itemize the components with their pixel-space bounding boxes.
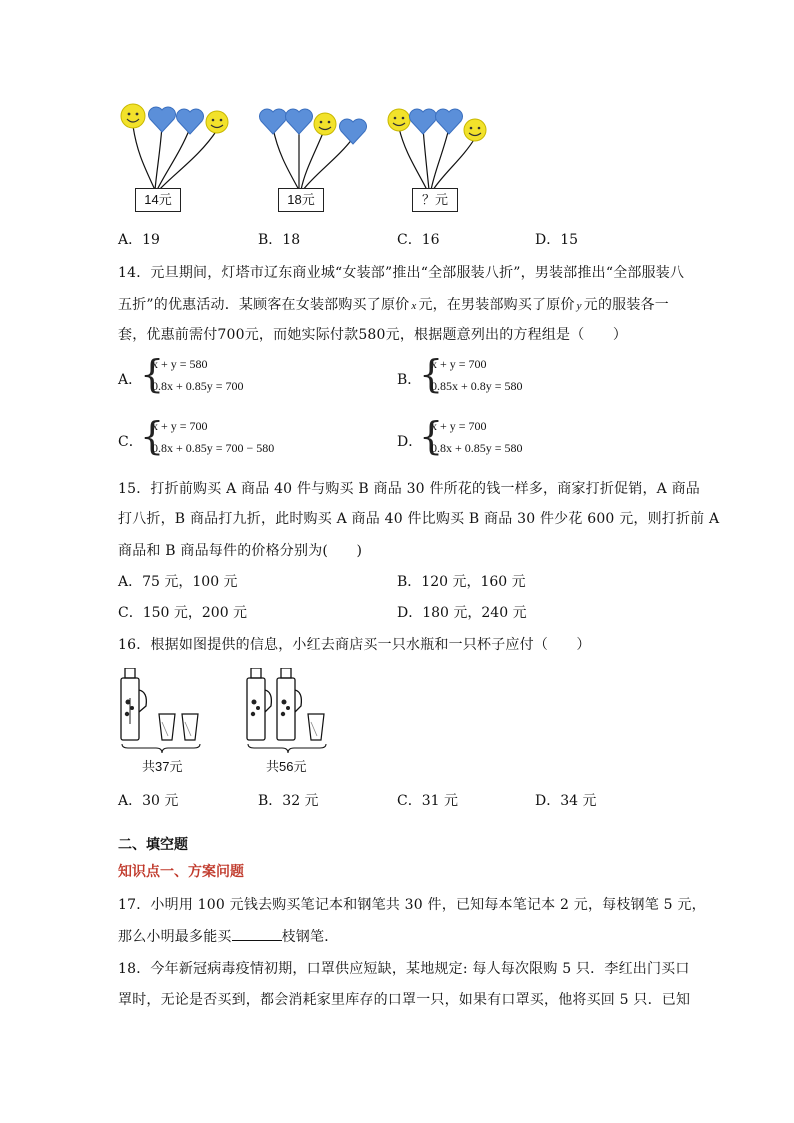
q14-line-2-a: 五折”的优惠活动．某顾客在女装部购买了原价 [118, 297, 410, 313]
q14-option-b[interactable] [397, 354, 657, 400]
equation-2: 0.8x + 0.85y = 580 [431, 441, 523, 455]
heart-balloon [286, 109, 313, 134]
q14-line-2 [118, 294, 669, 314]
q18-line-2: 罩时，无论是否买到，都会消耗家里库存的口罩一只，如果有口罩买，他将买回 5 只．已知 [118, 992, 691, 1008]
q14-option-d[interactable] [397, 416, 657, 462]
price-box-2: 18元 [278, 188, 324, 212]
price-box-3: ？元 [412, 188, 458, 212]
q15-option-d[interactable]: D．180 元，240 元 [397, 605, 527, 621]
section-subtitle: 知识点一、方案问题 [118, 864, 244, 880]
q14-line-3: 套，优惠前需付700元，而她实际付款580元，根据题意列出的方程组是（ ） [118, 327, 628, 343]
q15-line-2: 打八折，B 商品打九折，此时购买 A 商品 40 件比购买 B 商品 30 件少花 600 元，则打折前 A [118, 511, 720, 527]
heart-balloon [260, 109, 287, 134]
smiley-balloon [314, 113, 336, 135]
q13-option-a[interactable]: A．19 [118, 232, 160, 248]
section-title: 二、填空题 [118, 837, 188, 853]
brace: { [419, 352, 444, 396]
q15-option-a[interactable]: A．75 元，100 元 [118, 574, 238, 590]
q16-question: 16．根据如图提供的信息，小红去商店买一只水瓶和一只杯子应付（ ） [118, 637, 591, 653]
option-label: A． [118, 372, 143, 388]
q16-option-b[interactable]: B．32 元 [258, 793, 319, 809]
balloon-figure [115, 98, 495, 218]
q13-option-c[interactable]: C．16 [397, 232, 440, 248]
equation-1: x + y = 580 [152, 357, 208, 371]
q16-option-c[interactable]: C．31 元 [397, 793, 458, 809]
heart-balloon [149, 107, 176, 132]
equation-2: 0.8x + 0.85y = 700 − 580 [152, 441, 275, 455]
equation-1: x + y = 700 [152, 419, 208, 433]
option-label: D． [397, 434, 423, 450]
brace: { [419, 414, 444, 458]
var-x: x [411, 300, 417, 312]
equation-1: x + y = 700 [431, 419, 487, 433]
brace: { [140, 352, 165, 396]
q14-option-a[interactable] [118, 354, 378, 400]
equation-1: x + y = 700 [431, 357, 487, 371]
q16-option-a[interactable]: A．30 元 [118, 793, 179, 809]
q18-line-1: 18．今年新冠病毒疫情初期，口罩供应短缺，某地规定: 每人每次限购 5 只．李红出门买口 [118, 961, 690, 977]
brace: { [140, 414, 165, 458]
q17-answer-blank[interactable] [232, 926, 282, 941]
var-y: y [576, 300, 582, 312]
q17-line-2 [118, 926, 338, 946]
q15-option-b[interactable]: B．120 元，160 元 [397, 574, 526, 590]
smiley-balloon [464, 119, 486, 141]
q15-option-c[interactable]: C．150 元，200 元 [118, 605, 248, 621]
heart-balloon [177, 109, 204, 134]
q15-line-1: 15．打折前购买 A 商品 40 件与购买 B 商品 30 件所花的钱一样多，商家打折促销，A 商品 [118, 481, 701, 497]
q17-line-2-post: 枝钢笔． [281, 929, 339, 945]
q14-line-2-c: 元的服装各一 [583, 297, 669, 313]
heart-balloon [410, 109, 437, 134]
smiley-balloon [206, 111, 228, 133]
smiley-balloon [388, 109, 410, 131]
equation-2: 0.8x + 0.85y = 700 [152, 379, 244, 393]
heart-balloon [436, 109, 463, 134]
equation-2: 0.85x + 0.8y = 580 [431, 379, 523, 393]
q14-line-2-b: 元，在男装部购买了原价 [418, 297, 575, 313]
q15-line-3: 商品和 B 商品每件的价格分别为( ) [118, 543, 363, 559]
bottle-cup-figure-1 [118, 668, 208, 778]
figure-1-label: 共37元 [142, 759, 183, 774]
q13-option-d[interactable]: D．15 [535, 232, 579, 248]
smiley-balloon [121, 104, 145, 128]
q17-line-2-pre: 那么小明最多能买 [118, 929, 232, 945]
option-label: B． [397, 372, 422, 388]
q17-line-1: 17．小明用 100 元钱去购买笔记本和钢笔共 30 件，已知每本笔记本 2 元，每枝钢笔 5 元， [118, 897, 706, 913]
q14-option-c[interactable] [118, 416, 378, 462]
figure-2-label: 共56元 [266, 759, 307, 774]
q16-option-d[interactable]: D．34 元 [535, 793, 597, 809]
q13-option-b[interactable]: B．18 [258, 232, 301, 248]
heart-balloon [340, 119, 367, 144]
bottle-cup-figure-2 [244, 668, 334, 778]
option-label: C． [118, 434, 143, 450]
price-box-1: 14元 [135, 188, 181, 212]
q14-line-1: 14．元旦期间，灯塔市辽东商业城“女装部”推出“全部服装八折”，男装部推出“全部服装八 [118, 265, 685, 281]
